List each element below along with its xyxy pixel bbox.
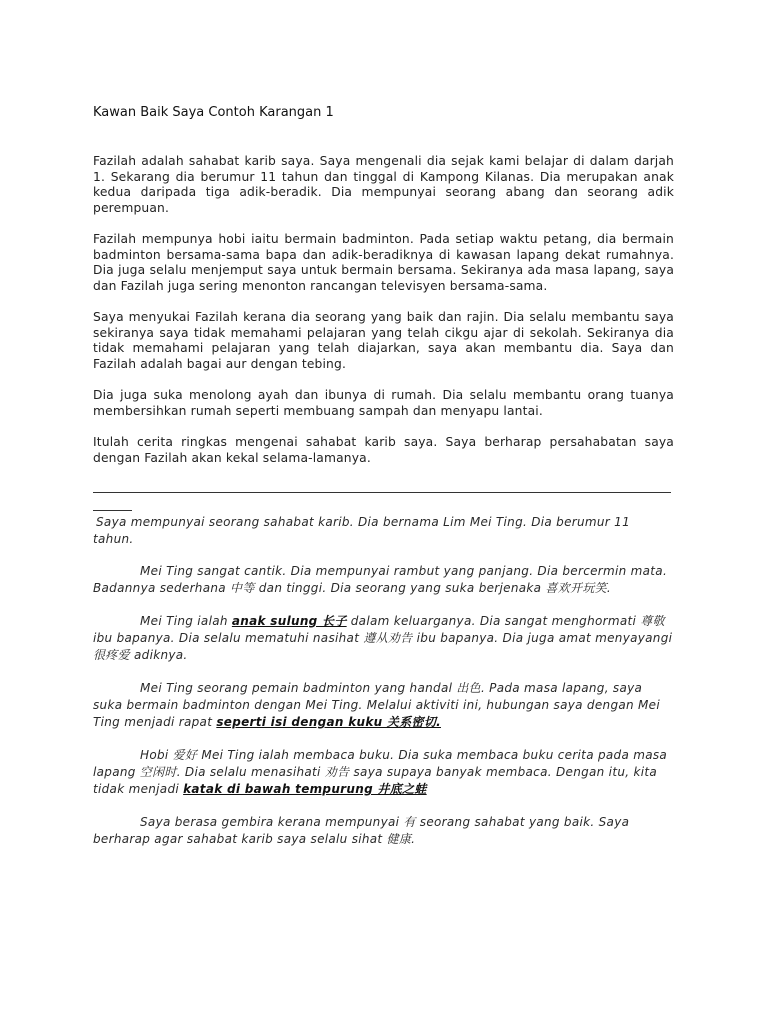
paragraph-text: Mei Ting seorang pemain badminton yang handal 出色. Pada masa lapang, saya suka bermain badminton dengan Mei Ting. Melalui aktiviti ini, hubungan saya dengan Mei Ting menjadi rapat	[93, 681, 661, 729]
essay-two-paragraph: Saya berasa gembira kerana mempunyai 有 seorang sahabat yang baik. Saya berharap agar sahabat karib saya selalu sihat 健康.	[93, 815, 630, 846]
essay-one-paragraph: Fazilah adalah sahabat karib saya. Saya mengenali dia sejak kami belajar di dalam darjah 1. Sekarang dia berumur 11 tahun dan tinggal di Kampong Kilanas. Dia merupakan anak kedua daripada tiga adik-beradik. Dia mempunyai seorang abang dan seorang adik perempuan.	[93, 154, 674, 215]
document-title: Kawan Baik Saya Contoh Karangan 1	[93, 105, 334, 120]
paragraph-text: Mei Ting ialah	[140, 614, 232, 628]
essay-two-paragraph	[93, 680, 673, 731]
essay-one	[93, 154, 674, 482]
highlighted-phrase: seperti isi dengan kuku 关系密切.	[216, 715, 441, 729]
paragraph-text: dalam keluarganya. Dia sangat menghormati 尊敬 ibu bapanya. Dia selalu mematuhi nasihat 遵从劝告 ibu bapanya. Dia juga amat menyayangi 很疼爱 adiknya.	[93, 614, 673, 662]
paragraph-text: Hobi 爱好 Mei Ting ialah membaca buku. Dia suka membaca buku cerita pada masa lapang 空闲时. Dia selalu menasihati 劝告 saya supaya banyak membaca. Dengan itu, kita tidak menjadi	[93, 748, 668, 796]
highlighted-phrase: katak di bawah tempurung 井底之蛙	[183, 782, 427, 796]
highlighted-phrase: anak sulung 长子	[231, 614, 347, 628]
essay-one-paragraph: Itulah cerita ringkas mengenai sahabat karib saya. Saya berharap persahabatan saya dengan Fazilah akan kekal selama-lamanya.	[93, 435, 674, 465]
divider-stub	[93, 510, 132, 511]
essay-two-paragraph	[93, 747, 673, 798]
essay-two-paragraph: Mei Ting sangat cantik. Dia mempunyai rambut yang panjang. Dia bercermin mata. Badannya sederhana 中等 dan tinggi. Dia seorang yang suka berjenaka 喜欢开玩笑.	[93, 564, 668, 595]
essay-two	[93, 514, 673, 864]
essay-one-paragraph: Fazilah mempunya hobi iaitu bermain badminton. Pada setiap waktu petang, dia bermain badminton bersama-sama bapa dan adik-beradiknya di kawasan lapang dekat rumahnya. Dia juga selalu menjemput saya untuk bermain bersama. Sekiranya ada masa lapang, saya dan Fazilah juga sering menonton rancangan televisyen bersama-sama.	[93, 232, 674, 293]
section-divider	[93, 492, 671, 493]
essay-two-paragraph: Saya mempunyai seorang sahabat karib. Dia bernama Lim Mei Ting. Dia berumur 11 tahun.	[93, 515, 631, 546]
essay-one-paragraph: Saya menyukai Fazilah kerana dia seorang yang baik dan rajin. Dia selalu membantu saya sekiranya saya tidak memahami pelajaran yang telah cikgu ajar di sekolah. Sekiranya dia tidak memahami pelajaran yang telah diajarkan, saya akan membantu dia. Saya dan Fazilah adalah bagai aur dengan tebing.	[93, 310, 674, 371]
essay-two-paragraph	[93, 613, 673, 664]
essay-one-paragraph: Dia juga suka menolong ayah dan ibunya di rumah. Dia selalu membantu orang tuanya membersihkan rumah seperti membuang sampah dan menyapu lantai.	[93, 388, 674, 418]
